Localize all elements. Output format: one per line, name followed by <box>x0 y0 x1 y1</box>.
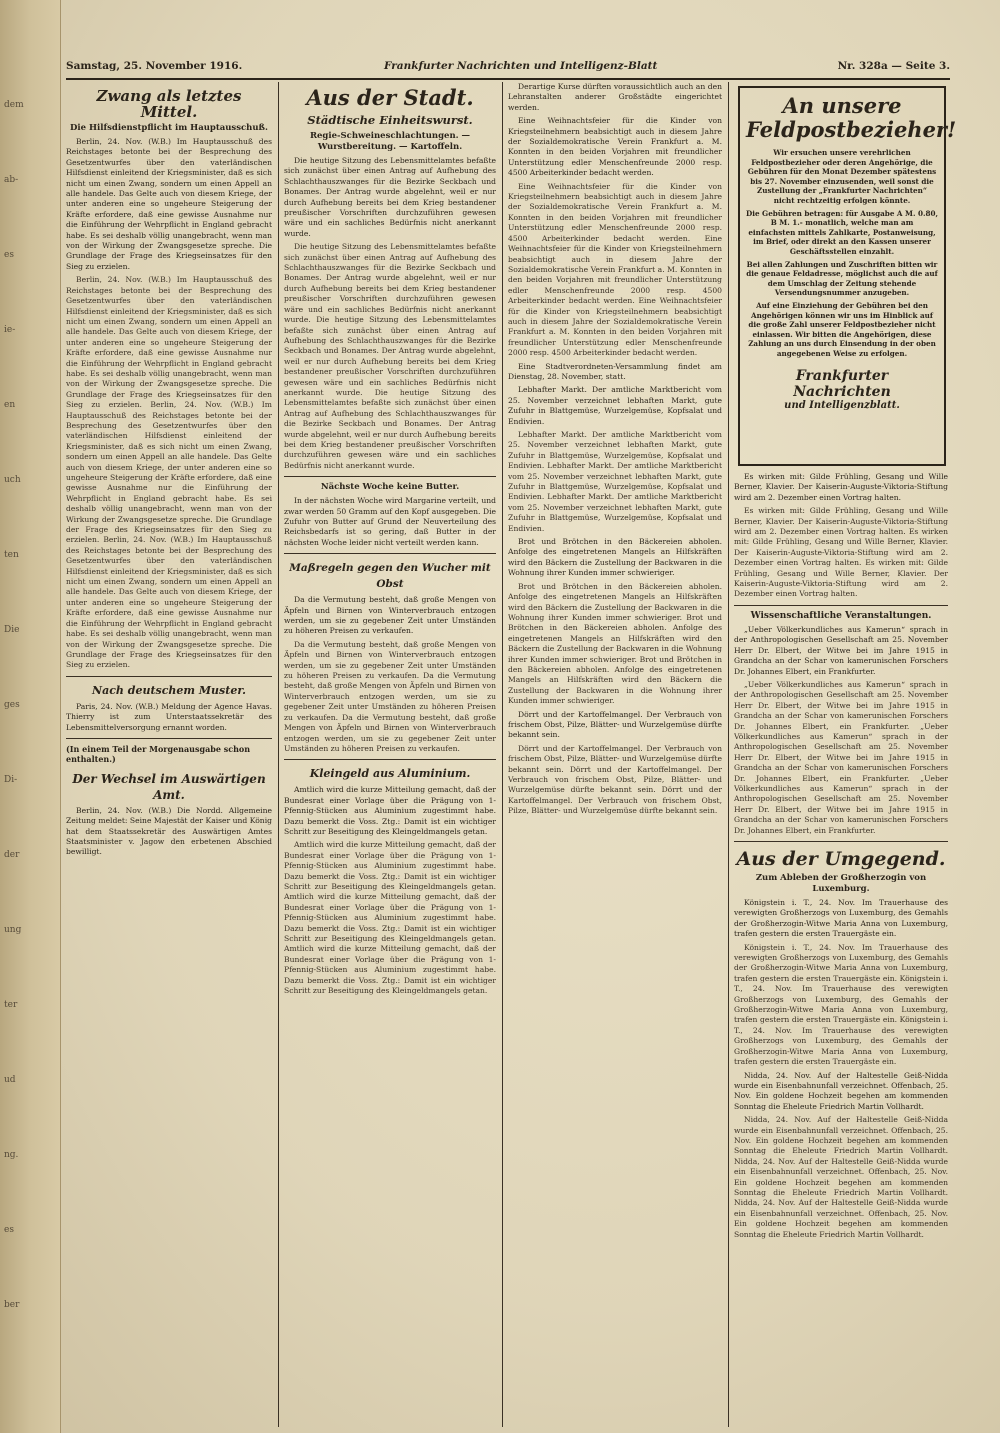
article-body: In der nächsten Woche wird Margarine verteilt, und zwar werden 50 Gramm auf den Kopf ausgegeben. Die Zufuhr von Butter auf Grund der Neuverteilung des Reichsbedarfs ist so gering, daß Butter in der nächsten Woche leider nicht verteilt werden kann. <box>284 496 496 547</box>
article-body-filler: „Ueber Völkerkundliches aus Kamerun“ sprach in der Anthropologischen Gesellschaft am 25. November Herr Dr. Elbert, der Witwe bei im Jahre 1915 in Grandcha an der Schar von kamerunischen Forschers Dr. Johannes Elbert, ein Frankfurter. „Ueber Völkerkundliches aus Kamerun“ sprach in der Anthropologischen Gesellschaft am 25. November Herr Dr. Elbert, der Witwe bei im Jahre 1915 in Grandcha an der Schar von kamerunischen Forschers Dr. Johannes Elbert, ein Frankfurter. „Ueber Völkerkundliches aus Kamerun“ sprach in der Anthropologischen Gesellschaft am 25. November Herr Dr. Elbert, der Witwe bei im Jahre 1915 in Grandcha an der Schar von kamerunischen Forschers Dr. Johannes Elbert, ein Frankfurter. <box>734 679 948 835</box>
column-3 <box>508 82 722 1427</box>
article-title: Kleingeld aus Aluminium. <box>309 767 471 781</box>
feldpost-notice <box>738 86 957 466</box>
article-body: Nidda, 24. Nov. Auf der Haltestelle Geiß-Nidda wurde ein Eisenbahnunfall verzeichnet. Offenbach, 25. Nov. Ein goldene Hochzeit begehen am kommenden Sonntag die Eheleute Friedrich Martin Vollhardt. <box>734 1070 948 1111</box>
article-subtitle: Regie-Schweineschlachtungen. — Wurstbereitung. — Kartoffeln. <box>309 131 471 152</box>
article-body: Brot und Brötchen in den Bäckereien abholen. Anfolge des eingetretenen Mangels an Hilfskräften wird den Bäckern die Zustellung der Backwaren in die Wohnung ihrer Kunden immer schwieriger. <box>508 537 722 578</box>
margin-fragment: ng. <box>4 1150 19 1160</box>
margin-fragment: es <box>4 1225 14 1235</box>
section-title: Aus der Stadt. <box>306 85 474 110</box>
article-body: Es wirken mit: Gilde Frühling, Gesang und Wille Berner, Klavier. Der Kaiserin-Auguste-Viktoria-Stiftung wird am 2. Dezember einen Vortrag halten. <box>734 472 948 502</box>
article-title: Nächste Woche keine Butter. <box>320 482 460 493</box>
divider <box>66 738 272 739</box>
article-body: Derartige Kurse dürften voraussichtlich auch an den Lehranstalten anderer Großstädte eingerichtet werden. <box>508 82 722 112</box>
previous-page-margin <box>0 0 61 1433</box>
notice-title: Feldpostbezieher! <box>746 117 957 142</box>
publisher-name: Frankfurter Nachrichten <box>793 368 891 401</box>
article-body: Die heutige Sitzung des Lebensmittelamtes befaßte sich zunächst über einen Antrag auf Aufhebung des Schlachthauszwanges für die Bezirke Seckbach und Bonames. Der Antrag wurde abgelehnt, weil er nur durch Aufhebung bereits bei dem Krieg bestandener preußischer Vorschriften durchzuführen gewesen wäre und ein sachliches Bedürfnis nicht anerkannt wurde. <box>284 156 496 238</box>
article-body: Eine Weihnachtsfeier für die Kinder von Kriegsteilnehmern beabsichtigt auch in diesem Jahre der Sozialdemokratische Verein Frankfurt a. M. Konnten in den beiden Vorjahren mit freundlicher Unterstützung edler Menschenfreunde 2000 resp. 4500 Arbeiterkinder bedacht werden. <box>508 116 722 178</box>
margin-fragment: en <box>4 400 16 410</box>
divider <box>734 841 948 842</box>
divider <box>284 476 496 477</box>
header-page-number: Nr. 328a — Seite 3. <box>837 60 950 72</box>
notice-text: Wir ersuchen unsere verehrlichen Feldpostbezieher oder deren Angehörige, die Gebühren für den Monat Dezember spätestens bis 27. November einzusenden, weil sonst die Zustellung der „Frankfurter Nachrichten“ nicht rechtzeitig erfolgen könnte. <box>747 148 937 205</box>
column-rule <box>728 82 729 1427</box>
article-body-filler: Dörrt und der Kartoffelmangel. Der Verbrauch von frischem Obst, Pilze, Blätter- und Wurzelgemüse dürfte bekannt sein. Dörrt und der Kartoffelmangel. Der Verbrauch von frischem Obst, Pilze, Blätter- und Wurzelgemüse dürfte bekannt sein. Dörrt und der Kartoffelmangel. Der Verbrauch von frischem Obst, Pilze, Blätter- und Wurzelgemüse dürfte bekannt sein. <box>508 743 722 816</box>
article-title: Maßregeln gegen den Wucher mit Obst <box>289 562 491 591</box>
margin-fragment: ges <box>4 700 20 710</box>
article-subtitle: Zum Ableben der Großherzogin von Luxemburg. <box>755 873 927 894</box>
article-body-filler: Lebhafter Markt. Der amtliche Marktbericht vom 25. November verzeichnet lebhaften Markt, gute Zufuhr in Blattgemüse, Wurzelgemüse, Kopfsalat und Endivien. Lebhafter Markt. Der amtliche Marktbericht vom 25. November verzeichnet lebhaften Markt, gute Zufuhr in Blattgemüse, Wurzelgemüse, Kopfsalat und Endivien. Lebhafter Markt. Der amtliche Marktbericht vom 25. November verzeichnet lebhaften Markt, gute Zufuhr in Blattgemüse, Wurzelgemüse, Kopfsalat und Endivien. <box>508 430 722 533</box>
article-title: Zwang als letztes Mittel. <box>96 87 242 121</box>
divider <box>284 759 496 760</box>
margin-fragment: ung <box>4 925 22 935</box>
margin-fragment: der <box>4 850 20 860</box>
section-title: Aus der Umgegend. <box>736 848 946 870</box>
column-rule <box>502 82 503 1427</box>
margin-fragment: dem <box>4 100 24 110</box>
column-rule <box>278 82 279 1427</box>
header-masthead: Frankfurter Nachrichten und Intelligenz-Blatt <box>384 60 658 72</box>
notice-text: Die Gebühren betragen: für Ausgabe A M. 0.80, B M. 1.- monatlich, welche man am einfachsten mittels Zahlkarte, Postanweisung, im Brief, oder direkt an den Kassen unserer Geschäftsstellen einzahlt. <box>746 208 938 256</box>
article-body: Amtlich wird die kurze Mitteilung gemacht, daß der Bundesrat einer Vorlage über die Prägung von 1-Pfennig-Stücken aus Aluminium zugestimmt habe. Dazu bemerkt die Voss. Ztg.: Damit ist ein wichtiger Schritt zur Beseitigung des Kleingeldmangels getan. <box>284 785 496 836</box>
article-body-filler: Nidda, 24. Nov. Auf der Haltestelle Geiß-Nidda wurde ein Eisenbahnunfall verzeichnet. Offenbach, 25. Nov. Ein goldene Hochzeit begehen am kommenden Sonntag die Eheleute Friedrich Martin Vollhardt. Nidda, 24. Nov. Auf der Haltestelle Geiß-Nidda wurde ein Eisenbahnunfall verzeichnet. Offenbach, 25. Nov. Ein goldene Hochzeit begehen am kommenden Sonntag die Eheleute Friedrich Martin Vollhardt. Nidda, 24. Nov. Auf der Haltestelle Geiß-Nidda wurde ein Eisenbahnunfall verzeichnet. Offenbach, 25. Nov. Ein goldene Hochzeit begehen am kommenden Sonntag die Eheleute Friedrich Martin Vollhardt. <box>734 1115 948 1239</box>
article-body: Berlin, 24. Nov. (W.B.) Im Hauptausschuß des Reichstages betonte bei der Besprechung des Gesetzentwurfes über den vaterländischen Hilfsdienst einleitend der Kriegsminister, daß es sich nicht um einen Zwang, sondern um einen Appell an alle handele. Das Gelte auch von diesem Kriege, der unter anderen eine so ungeheure Steigerung der Kräfte erfordere, daß eine gewisse Ausnahme nur die Einführung der Wehrpflicht in England gebracht habe. Es sei deshalb völlig unangebracht, wenn man von der Wirkung der Zwangsgesetze spreche. Die Grundlage der Frage des Kriegseinsatzes für den Sieg zu erzielen. <box>66 137 272 271</box>
article-body-filler: Brot und Brötchen in den Bäckereien abholen. Anfolge des eingetretenen Mangels an Hilfskräften wird den Bäckern die Zustellung der Backwaren in die Wohnung ihrer Kunden immer schwieriger. Brot und Brötchen in den Bäckereien abholen. Anfolge des eingetretenen Mangels an Hilfskräften wird den Bäckern die Zustellung der Backwaren in die Wohnung ihrer Kunden immer schwieriger. Brot und Brötchen in den Bäckereien abholen. Anfolge des eingetretenen Mangels an Hilfskräften wird den Bäckern die Zustellung der Backwaren in die Wohnung ihrer Kunden immer schwieriger. <box>508 581 722 706</box>
column-4 <box>734 472 948 1427</box>
margin-fragment: ber <box>4 1300 20 1310</box>
column-2 <box>284 82 496 1427</box>
article-body: Lebhafter Markt. Der amtliche Marktbericht vom 25. November verzeichnet lebhaften Markt, gute Zufuhr in Blattgemüse, Wurzelgemüse, Kopfsalat und Endivien. <box>508 385 722 426</box>
article-title: Wissenschaftliche Veranstaltungen. <box>750 610 932 621</box>
article-body-filler: Berlin, 24. Nov. (W.B.) Im Hauptausschuß des Reichstages betonte bei der Besprechung des Gesetzentwurfes über den vaterländischen Hilfsdienst einleitend der Kriegsminister, daß es sich nicht um einen Zwang, sondern um einen Appell an alle handele. Das Gelte auch von diesem Kriege, der unter anderen eine so ungeheure Steigerung der Kräfte erfordere, daß eine gewisse Ausnahme nur die Einführung der Wehrpflicht in England gebracht habe. Es sei deshalb völlig unangebracht, wenn man von der Wirkung der Zwangsgesetze spreche. Die Grundlage der Frage des Kriegseinsatzes für den Sieg zu erzielen. Berlin, 24. Nov. (W.B.) Im Hauptausschuß des Reichstages betonte bei der Besprechung des Gesetzentwurfes über den vaterländischen Hilfsdienst einleitend der Kriegsminister, daß es sich nicht um einen Zwang, sondern um einen Appell an alle handele. Das Gelte auch von diesem Kriege, der unter anderen eine so ungeheure Steigerung der Kräfte erfordere, daß eine gewisse Ausnahme nur die Einführung der Wehrpflicht in England gebracht habe. Es sei deshalb völlig unangebracht, wenn man von der Wirkung der Zwangsgesetze spreche. Die Grundlage der Frage des Kriegseinsatzes für den Sieg zu erzielen. Berlin, 24. Nov. (W.B.) Im Hauptausschuß des Reichstages betonte bei der Besprechung des Gesetzentwurfes über den vaterländischen Hilfsdienst einleitend der Kriegsminister, daß es sich nicht um einen Zwang, sondern um einen Appell an alle handele. Das Gelte auch von diesem Kriege, der unter anderen eine so ungeheure Steigerung der Kräfte erfordere, daß eine gewisse Ausnahme nur die Einführung der Wehrpflicht in England gebracht habe. Es sei deshalb völlig unangebracht, wenn man von der Wirkung der Zwangsgesetze spreche. Die Grundlage der Frage des Kriegseinsatzes für den Sieg zu erzielen. <box>66 275 272 670</box>
divider <box>284 553 496 554</box>
article-title: Nach deutschem Muster. <box>92 683 246 697</box>
column-1 <box>66 82 272 1427</box>
article-title: Der Wechsel im Auswärtigen Amt. <box>72 771 266 802</box>
margin-fragment: uch <box>4 475 21 485</box>
article-body: „Ueber Völkerkundliches aus Kamerun“ sprach in der Anthropologischen Gesellschaft am 25. November Herr Dr. Elbert, der Witwe bei im Jahre 1915 in Grandcha an der Schar von kamerunischen Forschers Dr. Johannes Elbert, ein Frankfurter. <box>734 624 948 676</box>
margin-fragment: Die <box>4 625 20 635</box>
article-subtitle: Die Hilfsdienstpflicht im Hauptausschuß. <box>70 123 268 133</box>
divider <box>734 605 948 606</box>
notice-text: Bei allen Zahlungen und Zuschriften bitten wir die genaue Feldadresse, möglichst auch die auf dem Umschlag der Zeitung stehende Versendungsnummer anzugeben. <box>746 259 938 298</box>
divider <box>66 676 272 677</box>
margin-fragment: ie- <box>4 325 16 335</box>
article-body: Dörrt und der Kartoffelmangel. Der Verbrauch von frischem Obst, Pilze, Blätter- und Wurzelgemüse dürfte bekannt sein. <box>508 709 722 740</box>
article-body: Berlin, 24. Nov. (W.B.) Die Nordd. Allgemeine Zeitung meldet: Seine Majestät der Kaiser und König hat dem Staatssekretär des Auswärtigen Amtes Staatsminister v. Jagow den erbetenen Abschied bewilligt. <box>66 805 272 857</box>
article-body-filler: Es wirken mit: Gilde Frühling, Gesang und Wille Berner, Klavier. Der Kaiserin-Auguste-Viktoria-Stiftung wird am 2. Dezember einen Vortrag halten. Es wirken mit: Gilde Frühling, Gesang und Wille Berner, Klavier. Der Kaiserin-Auguste-Viktoria-Stiftung wird am 2. Dezember einen Vortrag halten. Es wirken mit: Gilde Frühling, Gesang und Wille Berner, Klavier. Der Kaiserin-Auguste-Viktoria-Stiftung wird am 2. Dezember einen Vortrag halten. <box>734 506 948 599</box>
margin-fragment: ud <box>4 1075 16 1085</box>
margin-fragment: Di- <box>4 775 18 785</box>
header-date: Samstag, 25. November 1916. <box>66 60 243 72</box>
page-header <box>66 56 950 80</box>
article-body: Eine Stadtverordneten-Versammlung findet am Dienstag, 28. November, statt. <box>508 361 722 381</box>
article-body-filler: Da die Vermutung besteht, daß große Mengen von Äpfeln und Birnen von Winterverbrauch entzogen werden, um sie zu gegebener Zeit unter Umständen zu höheren Preisen zu verkaufen. Da die Vermutung besteht, daß große Mengen von Äpfeln und Birnen von Winterverbrauch entzogen werden, um sie zu gegebener Zeit unter Umständen zu höheren Preisen zu verkaufen. Da die Vermutung besteht, daß große Mengen von Äpfeln und Birnen von Winterverbrauch entzogen werden, um sie zu gegebener Zeit unter Umständen zu höheren Preisen zu verkaufen. <box>284 639 496 753</box>
margin-fragment: ter <box>4 1000 18 1010</box>
article-body-filler: Königstein i. T., 24. Nov. Im Trauerhause des verewigten Großherzogs von Luxemburg, des Gemahls der Großherzogin-Witwe Maria Anna von Luxemburg, trafen gestern die ersten Trauergäste ein. Königstein i. T., 24. Nov. Im Trauerhause des verewigten Großherzogs von Luxemburg, des Gemahls der Großherzogin-Witwe Maria Anna von Luxemburg, trafen gestern die ersten Trauergäste ein. Königstein i. T., 24. Nov. Im Trauerhause des verewigten Großherzogs von Luxemburg, des Gemahls der Großherzogin-Witwe Maria Anna von Luxemburg, trafen gestern die ersten Trauergäste ein. <box>734 942 948 1067</box>
margin-fragment: ab- <box>4 175 19 185</box>
article-body: Da die Vermutung besteht, daß große Mengen von Äpfeln und Birnen von Winterverbrauch entzogen werden, um sie zu gegebener Zeit unter Umständen zu höheren Preisen zu verkaufen. <box>284 595 496 636</box>
article-body: Paris, 24. Nov. (W.B.) Meldung der Agence Havas. Thierry ist zum Unterstaatssekretär des Lebensmittelversorgung ernannt worden. <box>66 701 272 732</box>
article-body-filler: Die heutige Sitzung des Lebensmittelamtes befaßte sich zunächst über einen Antrag auf Aufhebung des Schlachthauszwanges für die Bezirke Seckbach und Bonames. Der Antrag wurde abgelehnt, weil er nur durch Aufhebung bereits bei dem Krieg bestandener preußischer Vorschriften durchzuführen gewesen wäre und ein sachliches Bedürfnis nicht anerkannt wurde. Die heutige Sitzung des Lebensmittelamtes befaßte sich zunächst über einen Antrag auf Aufhebung des Schlachthauszwanges für die Bezirke Seckbach und Bonames. Der Antrag wurde abgelehnt, weil er nur durch Aufhebung bereits bei dem Krieg bestandener preußischer Vorschriften durchzuführen gewesen wäre und ein sachliches Bedürfnis nicht anerkannt wurde. Die heutige Sitzung des Lebensmittelamtes befaßte sich zunächst über einen Antrag auf Aufhebung des Schlachthauszwanges für die Bezirke Seckbach und Bonames. Der Antrag wurde abgelehnt, weil er nur durch Aufhebung bereits bei dem Krieg bestandener preußischer Vorschriften durchzuführen gewesen wäre und ein sachliches Bedürfnis nicht anerkannt wurde. <box>284 242 496 470</box>
article-title: Städtische Einheitswurst. <box>307 113 473 127</box>
margin-fragment: ten <box>4 550 19 560</box>
notice-text: Auf eine Einziehung der Gebühren bei den Angehörigen können wir uns im Hinblick auf die große Zahl unserer Feldpostbezieher nicht einlassen. Wir bitten die Angehörigen, diese Zahlung an uns durch Einsendung in der oben angegebenen Weise zu erfolgen. <box>748 300 936 358</box>
article-body: Königstein i. T., 24. Nov. Im Trauerhause des verewigten Großherzogs von Luxemburg, des Gemahls der Großherzogin-Witwe Maria Anna von Luxemburg, trafen gestern die ersten Trauergäste ein. <box>734 898 948 939</box>
article-body-filler: Eine Weihnachtsfeier für die Kinder von Kriegsteilnehmern beabsichtigt auch in diesem Jahre der Sozialdemokratische Verein Frankfurt a. M. Konnten in den beiden Vorjahren mit freundlicher Unterstützung edler Menschenfreunde 2000 resp. 4500 Arbeiterkinder bedacht werden. Eine Weihnachtsfeier für die Kinder von Kriegsteilnehmern beabsichtigt auch in diesem Jahre der Sozialdemokratische Verein Frankfurt a. M. Konnten in den beiden Vorjahren mit freundlicher Unterstützung edler Menschenfreunde 2000 resp. 4500 Arbeiterkinder bedacht werden. Eine Weihnachtsfeier für die Kinder von Kriegsteilnehmern beabsichtigt auch in diesem Jahre der Sozialdemokratische Verein Frankfurt a. M. Konnten in den beiden Vorjahren mit freundlicher Unterstützung edler Menschenfreunde 2000 resp. 4500 Arbeiterkinder bedacht werden. <box>508 181 722 358</box>
edition-note: (In einem Teil der Morgenausgabe schon enthalten.) <box>66 743 251 765</box>
article-body-filler: Amtlich wird die kurze Mitteilung gemacht, daß der Bundesrat einer Vorlage über die Prägung von 1-Pfennig-Stücken aus Aluminium zugestimmt habe. Dazu bemerkt die Voss. Ztg.: Damit ist ein wichtiger Schritt zur Beseitigung des Kleingeldmangels getan. Amtlich wird die kurze Mitteilung gemacht, daß der Bundesrat einer Vorlage über die Prägung von 1-Pfennig-Stücken aus Aluminium zugestimmt habe. Dazu bemerkt die Voss. Ztg.: Damit ist ein wichtiger Schritt zur Beseitigung des Kleingeldmangels getan. Amtlich wird die kurze Mitteilung gemacht, daß der Bundesrat einer Vorlage über die Prägung von 1-Pfennig-Stücken aus Aluminium zugestimmt habe. Dazu bemerkt die Voss. Ztg.: Damit ist ein wichtiger Schritt zur Beseitigung des Kleingeldmangels getan. <box>284 840 496 996</box>
margin-fragment: es <box>4 250 14 260</box>
notice-title: An unsere <box>782 93 902 118</box>
publisher-name: und Intelligenzblatt. <box>784 400 900 412</box>
